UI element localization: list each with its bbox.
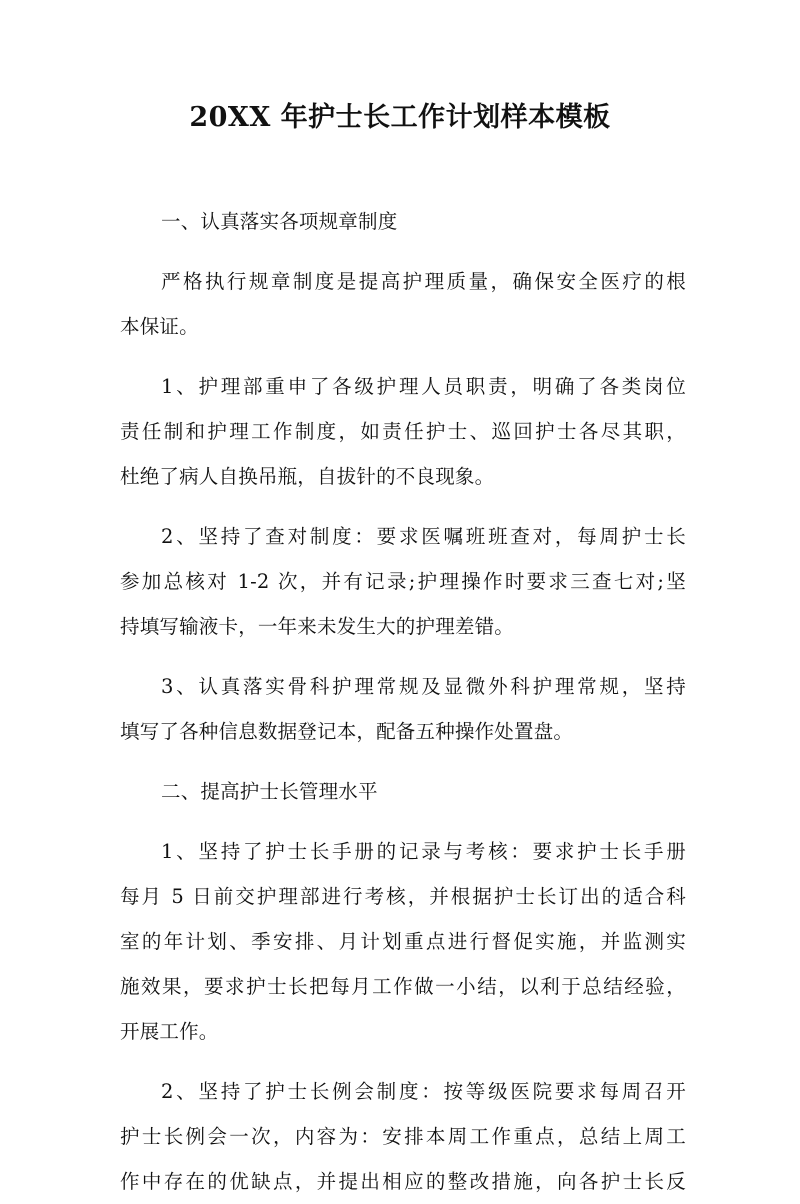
paragraph-line: 责任制和护理工作制度，如责任护士、巡回护士各尽其职， <box>120 420 686 443</box>
paragraph-line: 每月 5 日前交护理部进行考核，并根据护士长订出的适合科 <box>120 885 686 908</box>
paragraph-line: 3、认真落实骨科护理常规及显微外科护理常规，坚持 <box>161 675 686 698</box>
section-heading-1: 一、认真落实各项规章制度 <box>161 210 398 233</box>
paragraph-line: 施效果，要求护士长把每月工作做一小结，以利于总结经验， <box>120 975 686 998</box>
document-body <box>120 199 686 1204</box>
paragraph-line: 护士长例会一次，内容为：安排本周工作重点，总结上周工 <box>120 1125 686 1148</box>
section-heading-2: 二、提高护士长管理水平 <box>161 780 378 803</box>
paragraph-line: 1、护理部重申了各级护理人员职责，明确了各类岗位 <box>161 375 686 398</box>
document-title: 20XX 年护士长工作计划样本模板 <box>189 102 611 133</box>
paragraph-line: 参加总核对 1-2 次，并有记录;护理操作时要求三查七对;坚 <box>120 570 686 593</box>
paragraph-line: 填写了各种信息数据登记本，配备五种操作处置盘。 <box>120 720 574 743</box>
paragraph-line: 2、坚持了查对制度：要求医嘱班班查对，每周护士长 <box>161 525 686 548</box>
paragraph-line: 2、坚持了护士长例会制度：按等级医院要求每周召开 <box>161 1080 686 1103</box>
paragraph-line: 开展工作。 <box>120 1020 219 1043</box>
paragraph-line: 严格执行规章制度是提高护理质量，确保安全医疗的根 <box>161 270 686 293</box>
paragraph-line: 持填写输液卡，一年来未发生大的护理差错。 <box>120 615 515 638</box>
paragraph-line: 1、坚持了护士长手册的记录与考核：要求护士长手册 <box>161 840 686 863</box>
paragraph-line: 室的年计划、季安排、月计划重点进行督促实施，并监测实 <box>120 930 686 953</box>
paragraph-line: 杜绝了病人自换吊瓶，自拔针的不良现象。 <box>120 465 495 488</box>
paragraph-line: 本保证。 <box>120 315 199 338</box>
paragraph-line: 作中存在的优缺点，并提出相应的整改措施，向各护士长反 <box>120 1170 686 1193</box>
